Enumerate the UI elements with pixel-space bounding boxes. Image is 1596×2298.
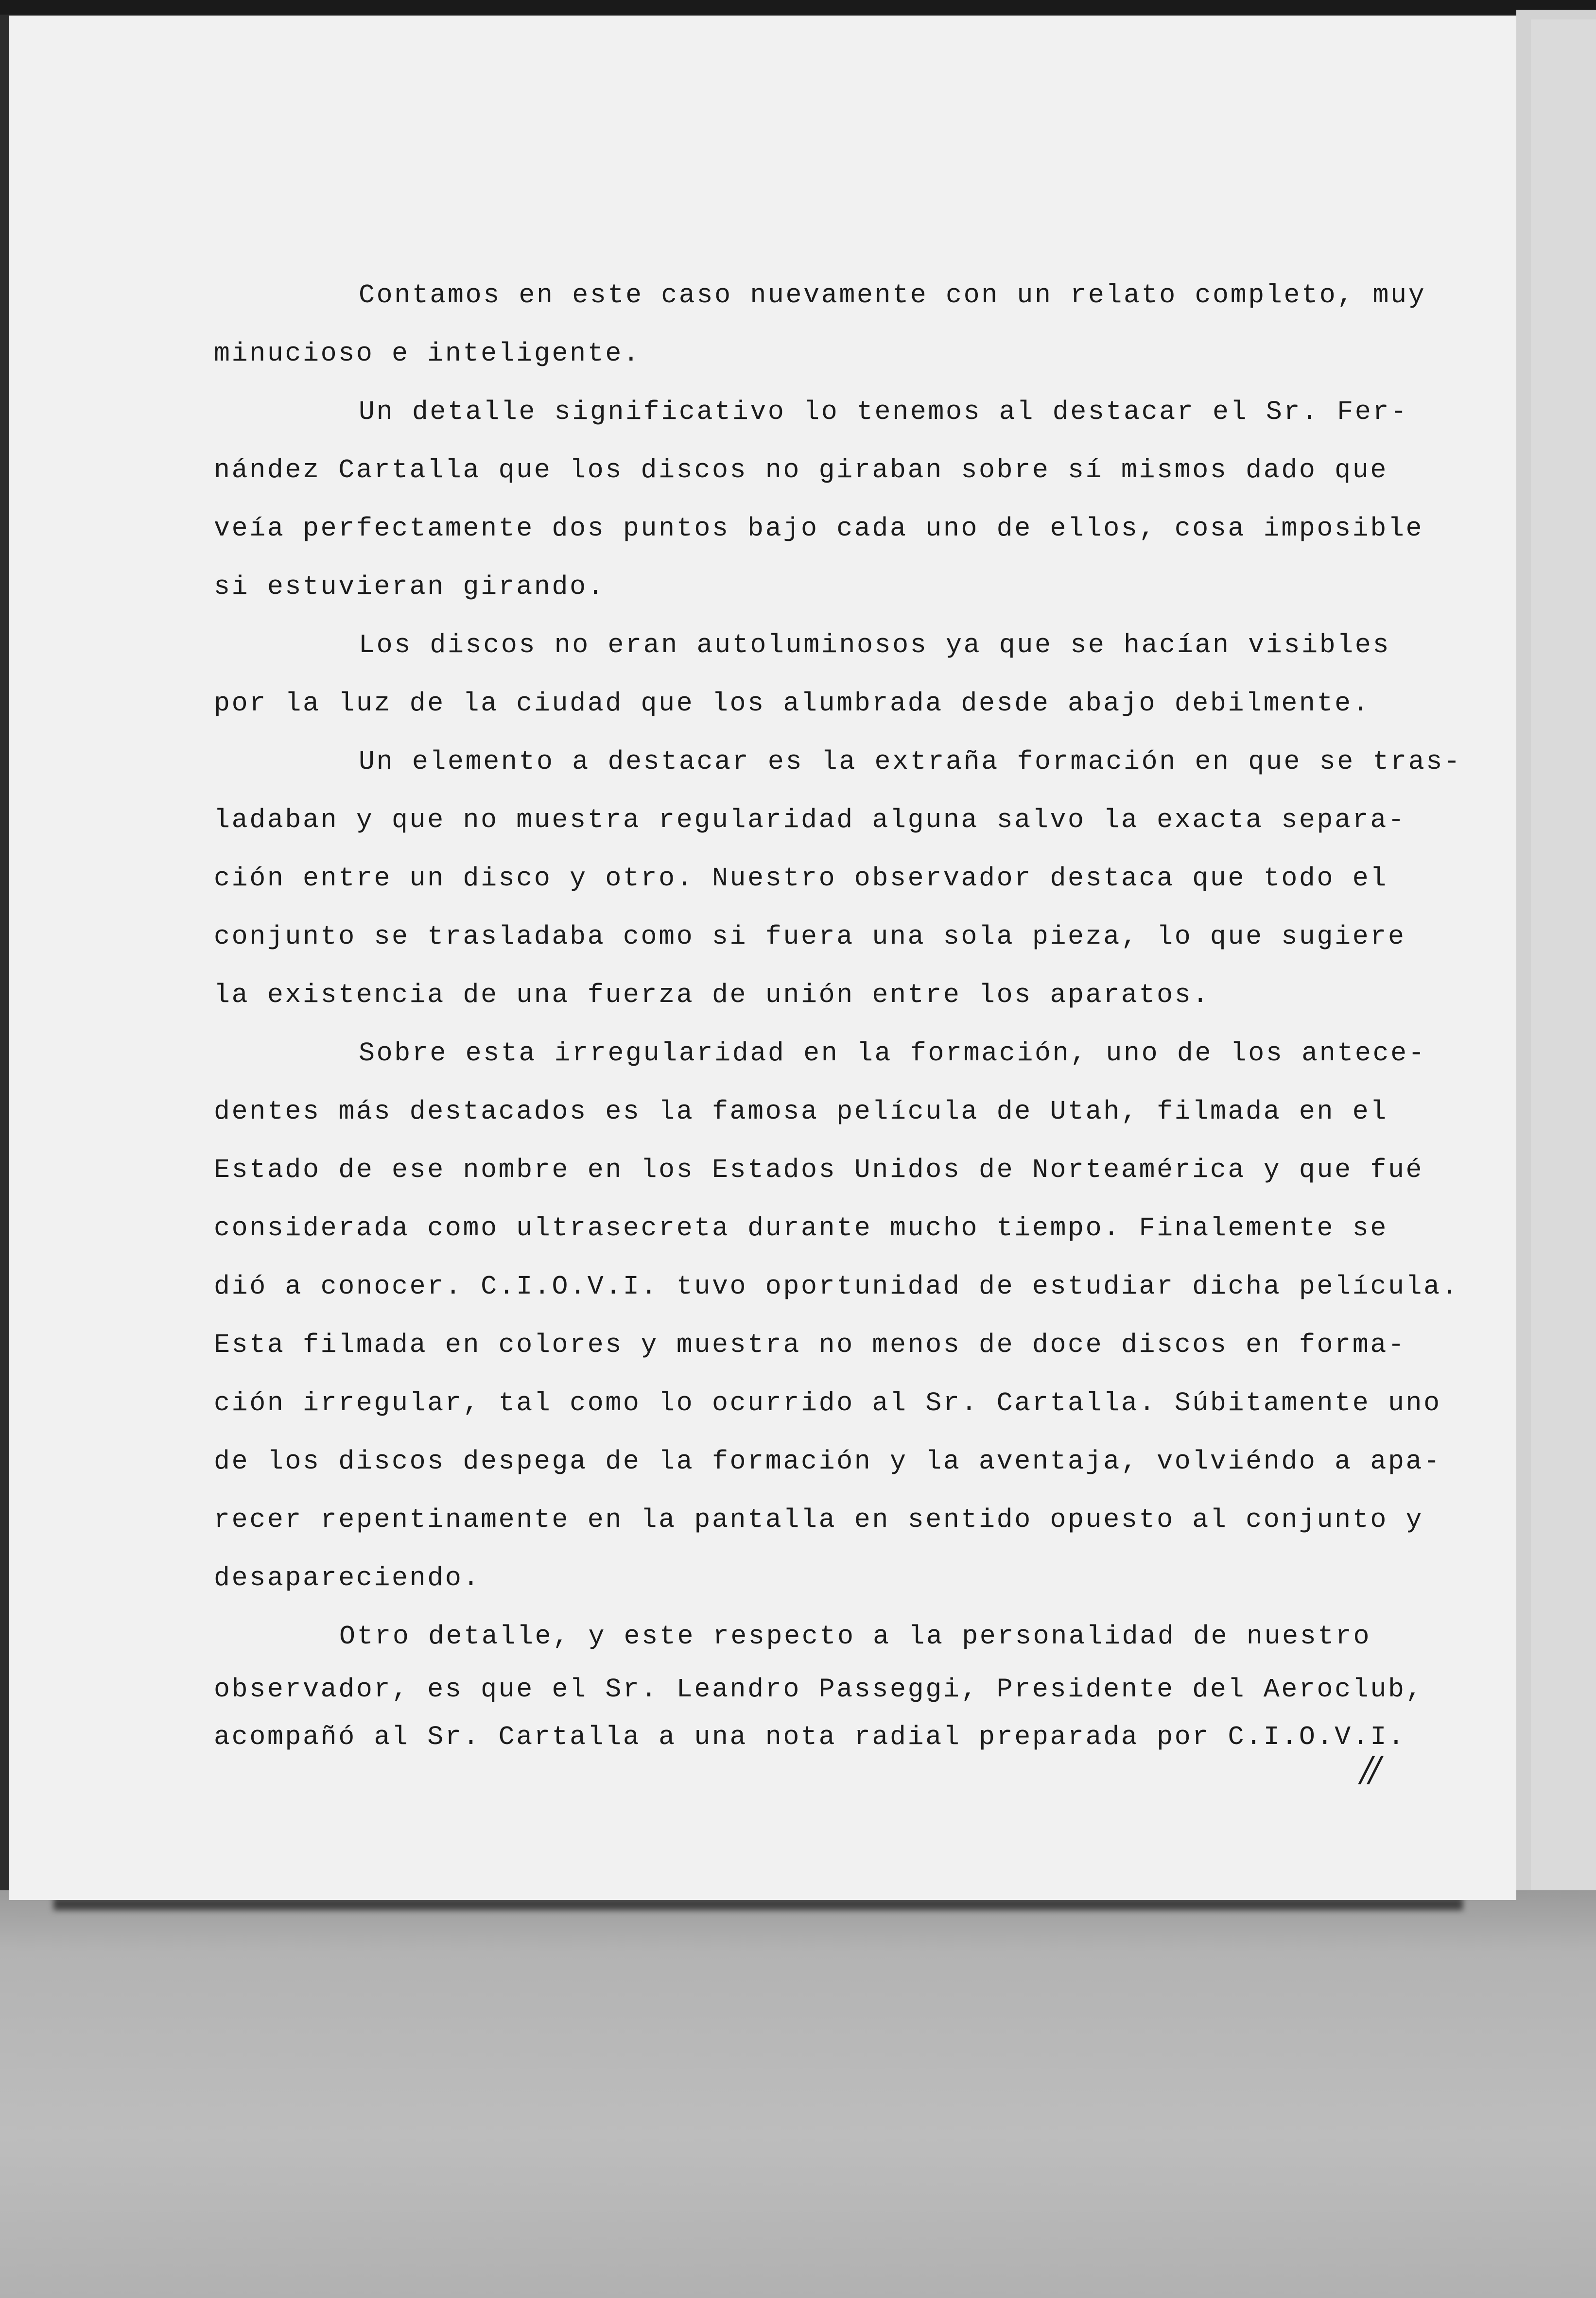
text-line: si estuvieran girando. (214, 571, 606, 602)
film-edge-top (0, 0, 1596, 15)
text-line: Esta filmada en colores y muestra no menos de doce discos en forma- (214, 1330, 1406, 1360)
film-backdrop-bottom (0, 1890, 1596, 2298)
text-line: dió a conocer. C.I.O.V.I. tuvo oportunidad de estudiar dicha película. (214, 1271, 1459, 1302)
text-line: considerada como ultrasecreta durante mucho tiempo. Finalemente se (214, 1213, 1388, 1244)
text-line: desapareciendo. (214, 1563, 481, 1593)
text-line: conjunto se trasladaba como si fuera una sola pieza, lo que sugiere (214, 921, 1406, 952)
text-line: acompañó al Sr. Cartalla a una nota radial preparada por C.I.O.V.I. (214, 1722, 1406, 1752)
text-line: ción entre un disco y otro. Nuestro observador destaca que todo el (214, 863, 1388, 894)
text-line: observador, es que el Sr. Leandro Passeggi, Presidente del Aeroclub, (214, 1674, 1424, 1705)
text-line: Un detalle significativo lo tenemos al destacar el Sr. Fer- (359, 397, 1408, 427)
text-line: veía perfectamente dos puntos bajo cada uno de ellos, cosa imposible (214, 513, 1424, 544)
text-line: nández Cartalla que los discos no giraban sobre sí mismos dado que (214, 455, 1388, 485)
text-line: dentes más destacados es la famosa película de Utah, filmada en el (214, 1096, 1388, 1127)
text-line: por la luz de la ciudad que los alumbrada desde abajo debilmente. (214, 688, 1370, 719)
text-line: Sobre esta irregularidad en la formación, uno de los antece- (359, 1038, 1426, 1069)
text-line: recer repentinamente en la pantalla en sentido opuesto al conjunto y (214, 1504, 1424, 1535)
continuation-mark: // (1361, 1749, 1378, 1789)
text-line: ladaban y que no muestra regularidad alguna salvo la exacta separa- (214, 805, 1406, 835)
paragraph-2 (214, 383, 1477, 616)
paragraph-1 (214, 266, 1477, 383)
text-line: minucioso e inteligente. (214, 338, 641, 369)
text-line: la existencia de una fuerza de unión entre los aparatos. (214, 980, 1210, 1010)
text-line: Los discos no eran autoluminosos ya que se hacían visibles (359, 630, 1391, 660)
text-line: de los discos despega de la formación y la aventaja, volviéndo a apa- (214, 1446, 1441, 1477)
paragraph-4 (214, 733, 1477, 1024)
text-line: Contamos en este caso nuevamente con un relato completo, muy (359, 280, 1426, 311)
film-backdrop-right-inner (1531, 19, 1596, 1905)
paragraph-6 (214, 1607, 1477, 1761)
text-line: Otro detalle, y este respecto a la personalidad de nuestro (339, 1621, 1371, 1652)
paragraph-3 (214, 616, 1477, 733)
paragraph-5 (214, 1024, 1477, 1607)
text-line: Un elemento a destacar es la extraña formación en que se tras- (359, 746, 1462, 777)
text-line: Estado de ese nombre en los Estados Unidos de Norteamérica y que fué (214, 1155, 1424, 1185)
document-body (214, 266, 1477, 1761)
text-line: ción irregular, tal como lo ocurrido al Sr. Cartalla. Súbitamente uno (214, 1388, 1441, 1418)
